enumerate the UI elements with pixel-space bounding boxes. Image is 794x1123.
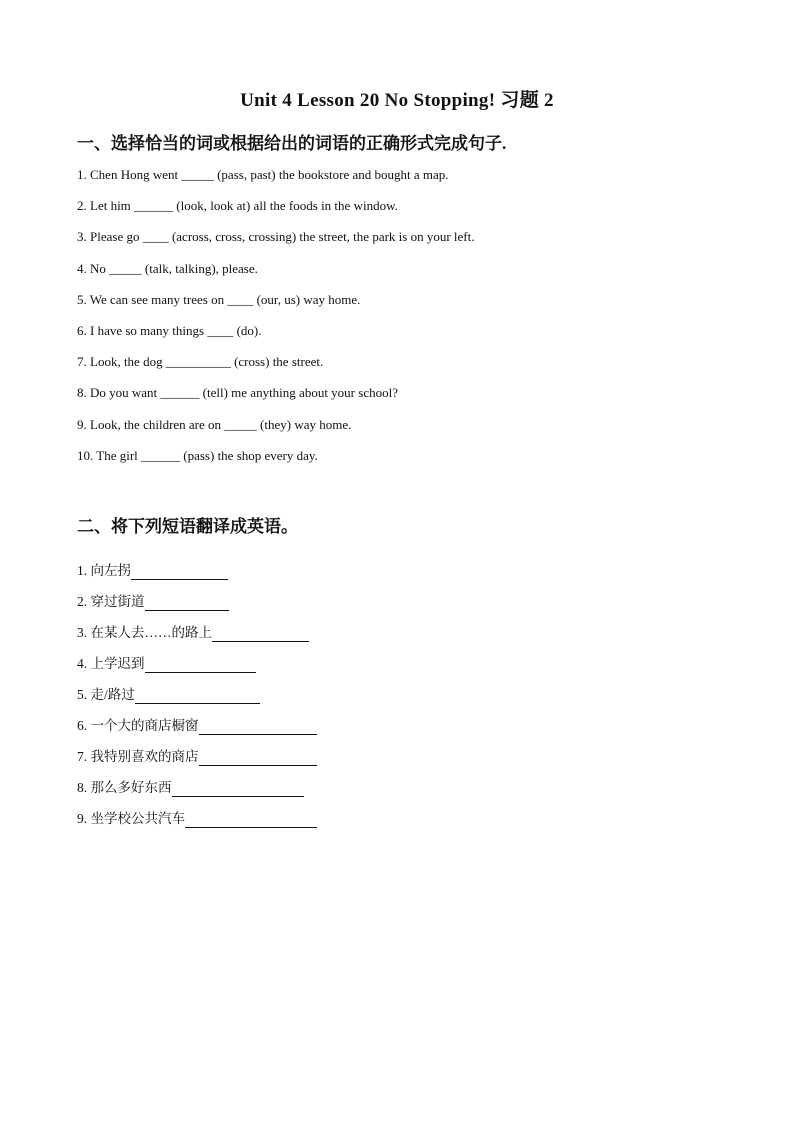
translation-prompt: 8. 那么多好东西	[77, 780, 172, 795]
answer-blank[interactable]	[199, 751, 317, 766]
translation-prompt: 4. 上学迟到	[77, 656, 145, 671]
answer-blank[interactable]	[131, 565, 228, 580]
answer-blank[interactable]	[185, 813, 317, 828]
answer-blank[interactable]	[212, 627, 309, 642]
translation-item	[77, 549, 317, 580]
question-item: 6. I have so many things ____ (do).	[77, 322, 262, 338]
question-item: 1. Chen Hong went _____ (pass, past) the bookstore and bought a map.	[77, 167, 449, 182]
answer-blank[interactable]	[145, 658, 256, 673]
translation-prompt: 9. 坐学校公共汽车	[77, 811, 185, 826]
section-2-heading: 二、将下列短语翻译成英语。	[77, 517, 298, 536]
translation-prompt: 1. 向左拐	[77, 563, 131, 578]
question-item: 2. Let him ______ (look, look at) all the foods in the window.	[77, 198, 398, 214]
translation-prompt: 3. 在某人去……的路上	[77, 625, 212, 640]
question-item: 9. Look, the children are on _____ (they) way home.	[77, 416, 352, 432]
section-2-translation-list	[77, 549, 317, 828]
translation-item	[77, 673, 317, 704]
question-item: 4. No _____ (talk, talking), please.	[77, 260, 258, 276]
translation-prompt: 6. 一个大的商店橱窗	[77, 718, 199, 733]
question-item: 7. Look, the dog __________ (cross) the street.	[77, 354, 324, 370]
question-item: 5. We can see many trees on ____ (our, us) way home.	[77, 291, 361, 307]
translation-item	[77, 704, 317, 735]
question-item: 3. Please go ____ (across, cross, crossing) the street, the park is on your left.	[77, 229, 475, 245]
section-1-question-list	[77, 166, 475, 478]
translation-prompt: 7. 我特别喜欢的商店	[77, 749, 199, 764]
answer-blank[interactable]	[199, 720, 317, 735]
translation-prompt: 5. 走/路过	[77, 687, 135, 702]
section-1-heading: 一、选择恰当的词或根据给出的词语的正确形式完成句子.	[77, 134, 507, 153]
translation-item	[77, 766, 317, 797]
page-title: Unit 4 Lesson 20 No Stopping! 习题 2	[240, 90, 554, 111]
translation-item	[77, 580, 317, 611]
question-item: 8. Do you want ______ (tell) me anything about your school?	[77, 385, 398, 401]
answer-blank[interactable]	[135, 689, 260, 704]
answer-blank[interactable]	[145, 596, 229, 611]
translation-item	[77, 611, 317, 642]
translation-item	[77, 735, 317, 766]
translation-item	[77, 642, 317, 673]
question-item: 10. The girl ______ (pass) the shop every day.	[77, 447, 318, 463]
answer-blank[interactable]	[172, 782, 304, 797]
translation-item	[77, 797, 317, 828]
translation-prompt: 2. 穿过街道	[77, 594, 145, 609]
